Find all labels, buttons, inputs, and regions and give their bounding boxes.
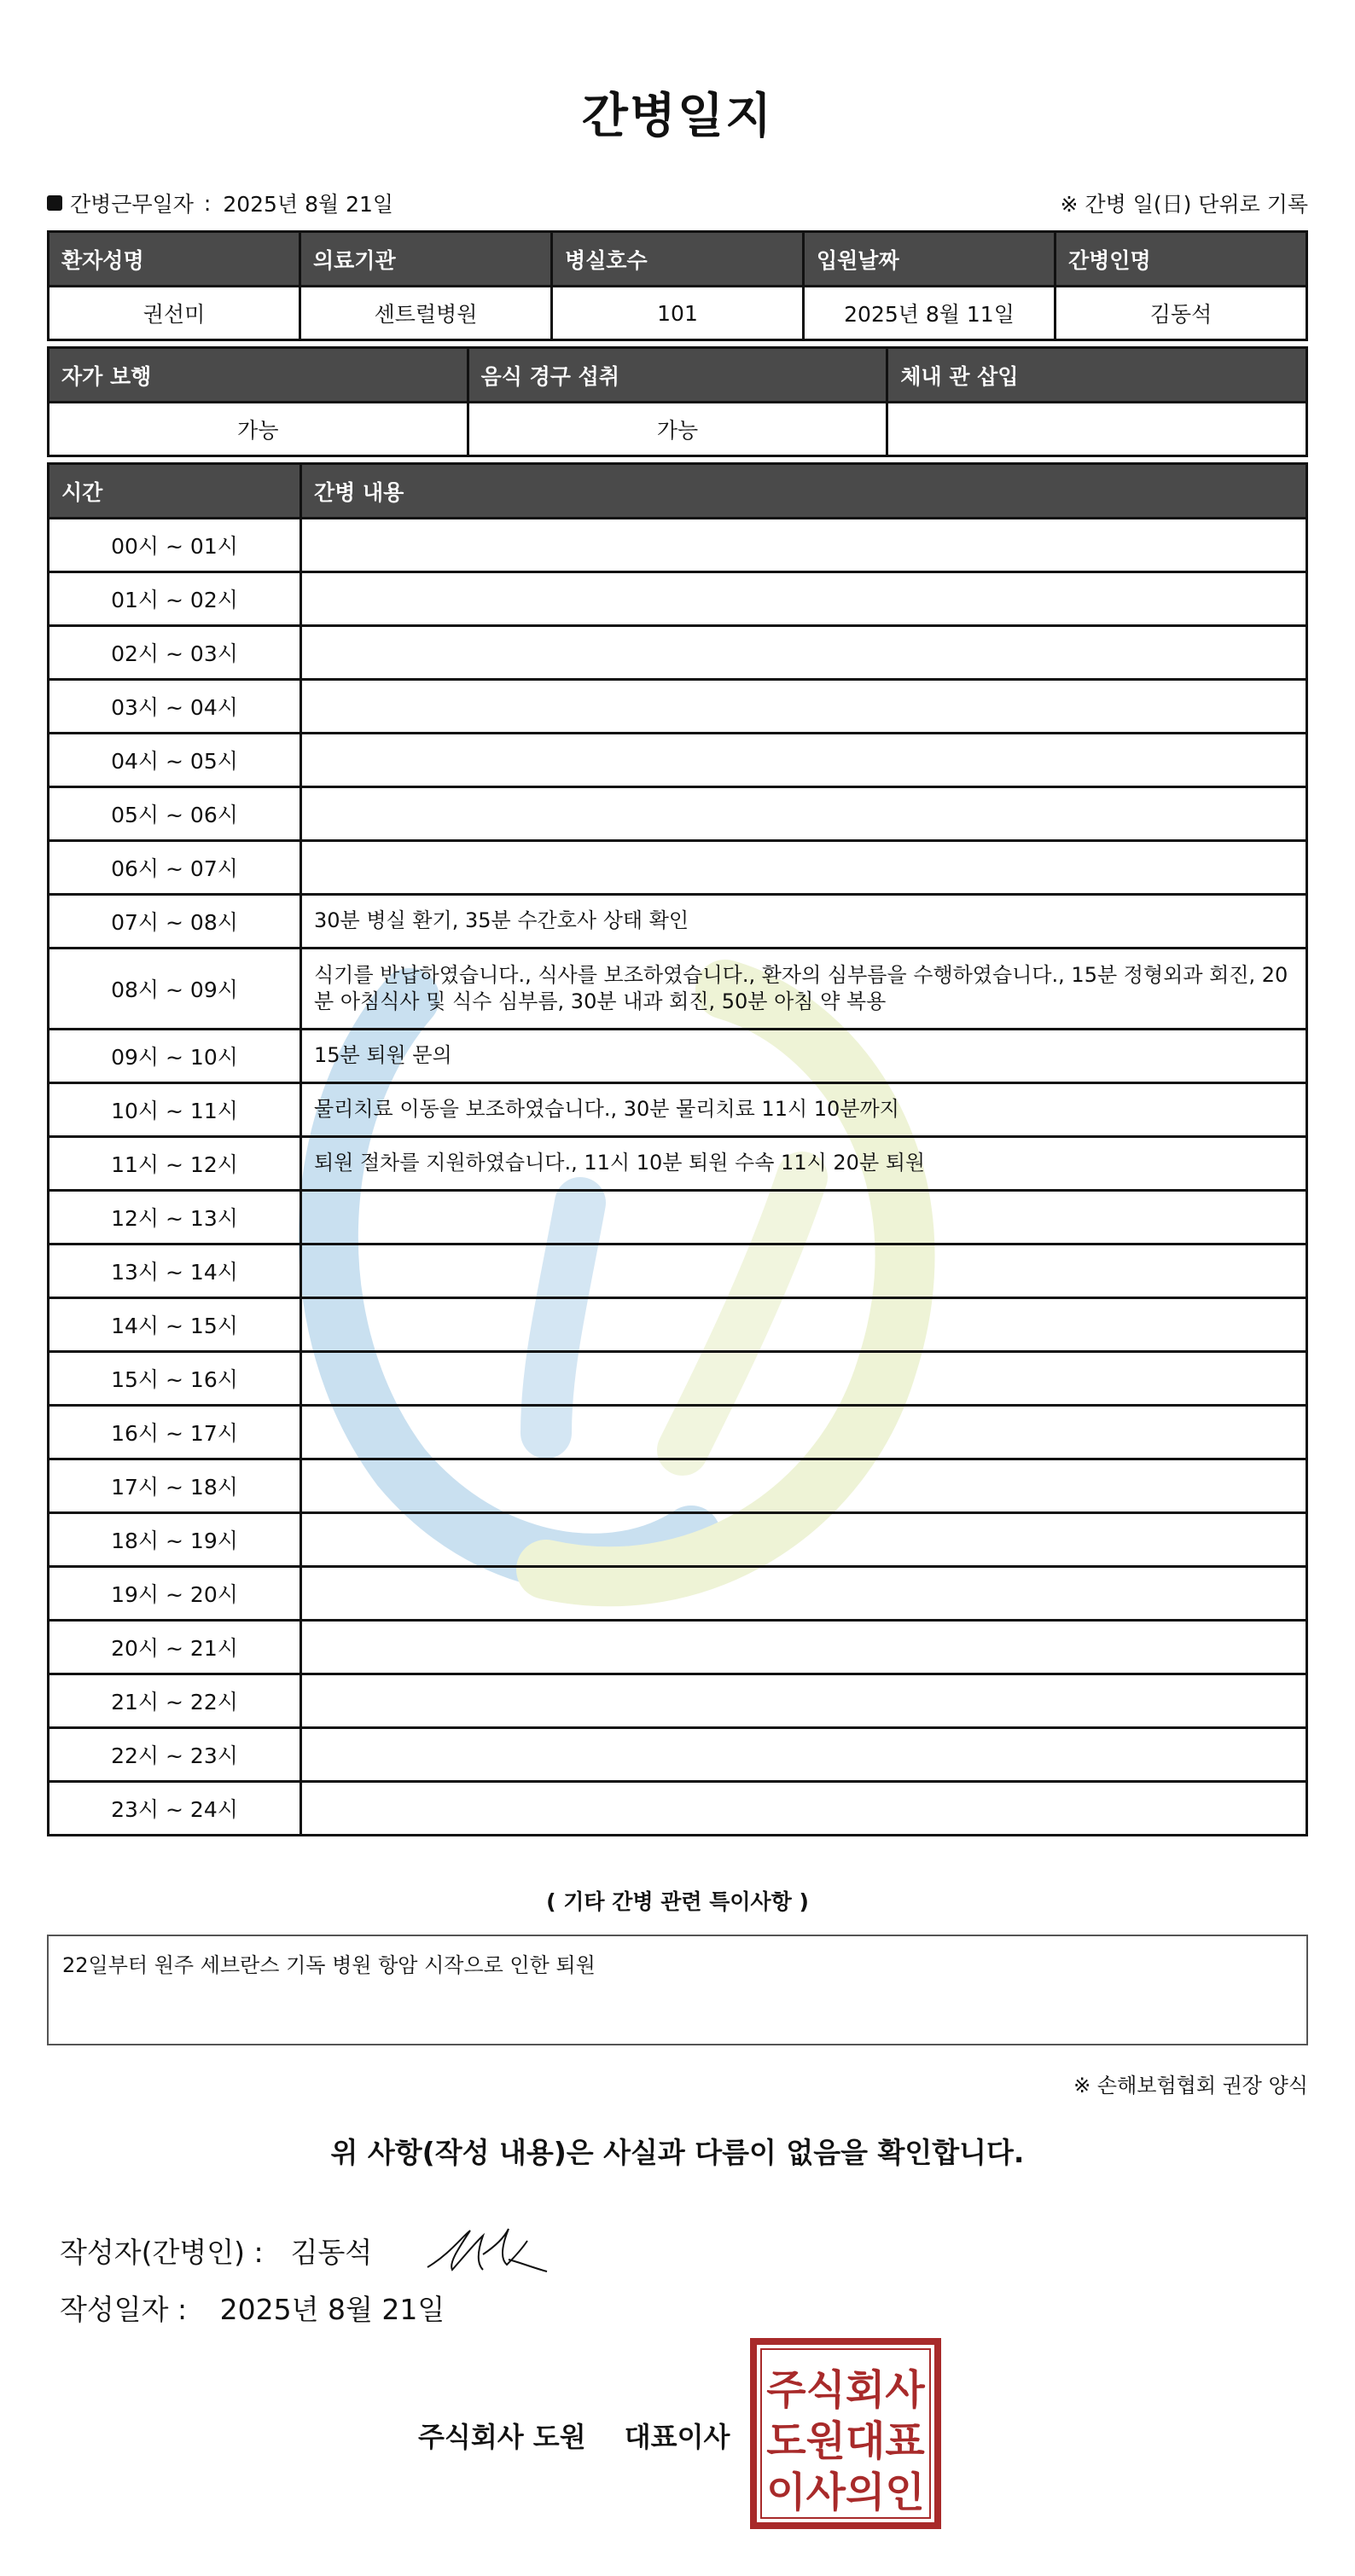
log-time: 02시 ~ 03시	[49, 626, 301, 680]
log-row	[49, 1674, 1307, 1728]
caregiver-name: 김동석	[1056, 287, 1307, 340]
log-row	[49, 1244, 1307, 1298]
log-time: 07시 ~ 08시	[49, 895, 301, 949]
header-time: 시간	[49, 464, 301, 519]
log-time: 12시 ~ 13시	[49, 1191, 301, 1244]
writer-label: 작성자(간병인) :	[60, 2235, 264, 2269]
log-time: 17시 ~ 18시	[49, 1459, 301, 1513]
written-date-label: 작성일자 :	[60, 2293, 188, 2326]
log-note	[301, 1459, 1307, 1513]
meta-row	[47, 186, 1308, 220]
patient-value-row	[49, 287, 1307, 340]
status-header-row	[49, 348, 1307, 403]
log-row	[49, 1406, 1307, 1459]
patient-info-table	[47, 230, 1308, 341]
log-row	[49, 1083, 1307, 1137]
log-row	[49, 1728, 1307, 1782]
log-row	[49, 1191, 1307, 1244]
log-row	[49, 895, 1307, 949]
log-row	[49, 626, 1307, 680]
header-caregiver: 간병인명	[1056, 232, 1307, 287]
log-time: 23시 ~ 24시	[49, 1782, 301, 1836]
log-time: 00시 ~ 01시	[49, 519, 301, 572]
header-tube-insertion: 체내 관 삽입	[887, 348, 1307, 403]
log-time: 01시 ~ 02시	[49, 572, 301, 626]
log-row	[49, 949, 1307, 1030]
unit-note: ※ 간병 일(日) 단위로 기록	[1060, 192, 1308, 217]
log-note	[301, 1674, 1307, 1728]
log-note	[301, 1352, 1307, 1406]
seal-text-row-2: 도원대표	[766, 2417, 925, 2465]
work-date-label: 간병근무일자	[70, 192, 194, 217]
company-seal-stamp	[749, 2337, 942, 2530]
log-time: 22시 ~ 23시	[49, 1728, 301, 1782]
log-time: 18시 ~ 19시	[49, 1513, 301, 1567]
tube-insertion-status	[887, 403, 1307, 456]
log-time: 10시 ~ 11시	[49, 1083, 301, 1137]
log-note	[301, 1782, 1307, 1836]
recommend-note: ※ 손해보험협회 권장 양식	[1073, 2074, 1308, 2097]
log-row	[49, 1352, 1307, 1406]
oral-intake-status: 가능	[468, 403, 887, 456]
header-room: 병실호수	[552, 232, 804, 287]
log-note	[301, 1244, 1307, 1298]
seal-text-row-1: 주식회사	[766, 2366, 925, 2414]
log-time: 08시 ~ 09시	[49, 949, 301, 1030]
writer-line	[60, 2220, 551, 2280]
log-note	[301, 1298, 1307, 1352]
log-time: 15시 ~ 16시	[49, 1352, 301, 1406]
header-care-content: 간병 내용	[301, 464, 1307, 519]
log-note	[301, 841, 1307, 895]
bullet-square-icon	[47, 195, 62, 211]
log-note	[301, 1567, 1307, 1621]
log-time: 05시 ~ 06시	[49, 787, 301, 841]
header-hospital: 의료기관	[300, 232, 552, 287]
hourly-care-log-table	[47, 462, 1308, 1836]
log-note	[301, 1191, 1307, 1244]
log-row	[49, 1030, 1307, 1083]
patient-header-row	[49, 232, 1307, 287]
log-row	[49, 680, 1307, 734]
log-note	[301, 1621, 1307, 1674]
log-note	[301, 787, 1307, 841]
log-time: 20시 ~ 21시	[49, 1621, 301, 1674]
remarks-box: 22일부터 원주 세브란스 기독 병원 항암 시작으로 인한 퇴원	[47, 1935, 1308, 2045]
status-value-row	[49, 403, 1307, 456]
log-time: 16시 ~ 17시	[49, 1406, 301, 1459]
log-time: 11시 ~ 12시	[49, 1137, 301, 1191]
written-date-value: 2025년 8월 21일	[219, 2293, 445, 2326]
log-row	[49, 1459, 1307, 1513]
log-note: 30분 병실 환기, 35분 수간호사 상태 확인	[301, 895, 1307, 949]
log-time: 14시 ~ 15시	[49, 1298, 301, 1352]
remarks-title: ( 기타 간병 관련 특이사항 )	[546, 1889, 809, 1914]
writer-name: 김동석	[290, 2235, 373, 2269]
log-time: 21시 ~ 22시	[49, 1674, 301, 1728]
company-role: 대표이사	[624, 2421, 730, 2453]
log-row	[49, 841, 1307, 895]
log-note	[301, 1513, 1307, 1567]
log-note	[301, 1406, 1307, 1459]
company-line	[418, 2416, 730, 2455]
log-note	[301, 572, 1307, 626]
log-note	[301, 519, 1307, 572]
log-time: 03시 ~ 04시	[49, 680, 301, 734]
log-note	[301, 680, 1307, 734]
page-title: 간병일지	[581, 89, 774, 144]
header-oral-intake: 음식 경구 섭취	[468, 348, 887, 403]
log-note	[301, 1728, 1307, 1782]
log-row	[49, 1298, 1307, 1352]
header-walking: 자가 보행	[49, 348, 468, 403]
log-time: 04시 ~ 05시	[49, 734, 301, 787]
company-name: 주식회사 도원	[418, 2421, 586, 2453]
walking-status: 가능	[49, 403, 468, 456]
log-note: 물리치료 이동을 보조하였습니다., 30분 물리치료 11시 10분까지	[301, 1083, 1307, 1137]
hospital-name: 센트럴병원	[300, 287, 552, 340]
patient-name: 권선미	[49, 287, 300, 340]
confirmation-statement: 위 사항(작성 내용)은 사실과 다름이 없음을 확인합니다.	[330, 2136, 1025, 2169]
log-row	[49, 787, 1307, 841]
log-note: 퇴원 절차를 지원하였습니다., 11시 10분 퇴원 수속 11시 20분 퇴원	[301, 1137, 1307, 1191]
seal-text-row-3: 이사의인	[766, 2469, 925, 2516]
log-note	[301, 626, 1307, 680]
log-note: 식기를 반납하였습니다., 식사를 보조하였습니다., 환자의 심부름을 수행하였습니다., 15분 정형외과 회진, 20분 아침식사 및 식수 심부름, 30분 내과 회진, 50분 아침 약 복용	[301, 949, 1307, 1030]
log-row	[49, 1621, 1307, 1674]
log-time: 09시 ~ 10시	[49, 1030, 301, 1083]
log-note: 15분 퇴원 문의	[301, 1030, 1307, 1083]
log-note	[301, 734, 1307, 787]
room-number: 101	[552, 287, 804, 340]
log-header-row	[49, 464, 1307, 519]
log-row	[49, 1137, 1307, 1191]
log-row	[49, 1513, 1307, 1567]
log-row	[49, 572, 1307, 626]
log-time: 06시 ~ 07시	[49, 841, 301, 895]
log-row	[49, 1567, 1307, 1621]
log-time: 19시 ~ 20시	[49, 1567, 301, 1621]
work-date-separator: :	[203, 190, 212, 216]
log-body	[49, 519, 1307, 1836]
log-row	[49, 1782, 1307, 1836]
header-admission-date: 입원날짜	[804, 232, 1056, 287]
written-date-line	[60, 2288, 445, 2328]
log-time: 13시 ~ 14시	[49, 1244, 301, 1298]
header-patient-name: 환자성명	[49, 232, 300, 287]
patient-status-table	[47, 346, 1308, 457]
work-date-value: 2025년 8월 21일	[223, 192, 394, 217]
work-date	[47, 188, 393, 218]
log-row	[49, 519, 1307, 572]
admission-date: 2025년 8월 11일	[804, 287, 1056, 340]
signature-icon	[423, 2220, 551, 2280]
log-row	[49, 734, 1307, 787]
